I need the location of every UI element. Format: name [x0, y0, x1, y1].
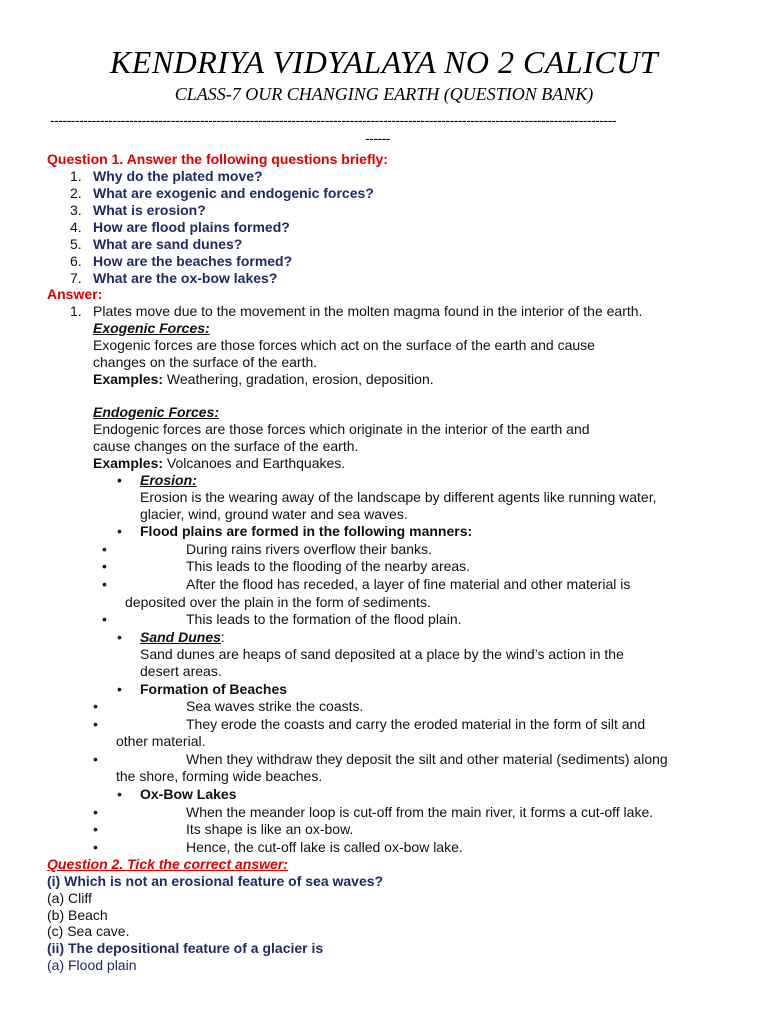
bullet-icon: • [117, 523, 122, 539]
item-number: 4. [70, 219, 82, 235]
erosion-text: glacier, wind, ground water and sea waves. [140, 506, 408, 522]
ox-bow-point: Its shape is like an ox-bow. [186, 821, 354, 837]
bullet-icon: • [102, 611, 107, 627]
erosion-heading: Erosion: [140, 472, 197, 488]
item-number: 7. [70, 270, 82, 286]
bullet-icon: • [93, 821, 98, 837]
dash-rule-tail: ------ [365, 130, 390, 146]
item-number: 2. [70, 185, 82, 201]
beaches-heading: Formation of Beaches [140, 681, 288, 697]
erosion-text: Erosion is the wearing away of the landscape by different agents like running water, [140, 489, 657, 505]
question-1-heading: Question 1. Answer the following questions briefly: [47, 151, 388, 167]
flood-plains-point: During rains rivers overflow their banks. [186, 541, 432, 557]
mcq-option: (a) Cliff [47, 890, 92, 906]
answer-label: Answer: [47, 286, 103, 302]
bullet-icon: • [117, 629, 122, 645]
question-list-text: How are the beaches formed? [93, 253, 293, 269]
bullet-icon: • [117, 681, 122, 697]
ox-bow-heading: Ox-Bow Lakes [140, 786, 237, 802]
mcq-option: (b) Beach [47, 907, 108, 923]
endogenic-examples [93, 455, 345, 472]
exogenic-text: changes on the surface of the earth. [93, 354, 318, 370]
sand-dunes-heading: Sand Dunes [140, 629, 221, 645]
exogenic-heading: Exogenic Forces: [93, 320, 210, 336]
item-number: 5. [70, 236, 82, 252]
bullet-icon: • [102, 576, 107, 592]
beaches-point: When they withdraw they deposit the silt and other material (sediments) along [186, 751, 668, 767]
examples-label: Examples: [93, 455, 164, 471]
examples-label: Examples: [93, 371, 164, 387]
item-number: 6. [70, 253, 82, 269]
question-list-text: What are sand dunes? [93, 236, 243, 252]
exogenic-examples [93, 371, 434, 388]
question-list-item [70, 270, 82, 287]
question-list-item [70, 185, 82, 202]
question-list-text: What are exogenic and endogenic forces? [93, 185, 374, 201]
flood-plains-point: After the flood has receded, a layer of fine material and other material is [186, 576, 631, 592]
flood-plains-point: This leads to the formation of the flood plain. [186, 611, 462, 627]
mcq-question: (ii) The depositional feature of a glacier is [47, 940, 324, 956]
question-list-text: Why do the plated move? [93, 168, 263, 184]
mcq-question: (i) Which is not an erosional feature of sea waves? [47, 873, 384, 889]
question-list-text: What are the ox-bow lakes? [93, 270, 278, 286]
bullet-icon: • [102, 558, 107, 574]
examples-text: Volcanoes and Earthquakes. [163, 455, 346, 471]
beaches-point: Sea waves strike the coasts. [186, 698, 364, 714]
bullet-icon: • [117, 472, 122, 488]
answer-number: 1. [70, 303, 82, 319]
school-title: KENDRIYA VIDYALAYA NO 2 CALICUT [109, 44, 659, 80]
bullet-icon: • [93, 716, 98, 732]
heading-colon: : [220, 629, 225, 645]
ox-bow-point: When the meander loop is cut-off from the main river, it forms a cut-off lake. [186, 804, 654, 820]
beaches-point: They erode the coasts and carry the eroded material in the form of silt and [186, 716, 646, 732]
question-list-text: What is erosion? [93, 202, 206, 218]
bullet-icon: • [117, 786, 122, 802]
item-number: 1. [70, 168, 82, 184]
exogenic-text: Exogenic forces are those forces which act on the surface of the earth and cause [93, 337, 595, 353]
beaches-point: the shore, forming wide beaches. [116, 768, 323, 784]
bullet-icon: • [93, 751, 98, 767]
mcq-option: (a) Flood plain [47, 957, 137, 973]
bullet-icon: • [93, 804, 98, 820]
question-list-text: How are flood plains formed? [93, 219, 290, 235]
bullet-icon: • [93, 839, 98, 855]
question-2-heading: Question 2. Tick the correct answer: [47, 856, 288, 872]
question-list-item [70, 202, 82, 219]
mcq-option: (c) Sea cave. [47, 923, 130, 939]
question-list-item [70, 236, 82, 253]
question-list-item [70, 219, 82, 236]
bullet-icon: • [93, 698, 98, 714]
ox-bow-point: Hence, the cut-off lake is called ox-bow lake. [186, 839, 463, 855]
flood-plains-point: This leads to the flooding of the nearby areas. [186, 558, 471, 574]
document-subtitle: CLASS-7 OUR CHANGING EARTH (QUESTION BANK) [174, 84, 594, 104]
endogenic-heading: Endogenic Forces: [93, 404, 220, 420]
examples-text: Weathering, gradation, erosion, deposition. [163, 371, 434, 387]
flood-plains-heading: Flood plains are formed in the following manners: [140, 523, 473, 539]
sand-dunes-heading-line [140, 629, 225, 646]
dash-rule: ---------------------------------------------------------------------------------------------------------------------------------------- [50, 112, 617, 128]
beaches-point: other material. [116, 733, 206, 749]
sand-dunes-text: Sand dunes are heaps of sand deposited at a place by the wind’s action in the [140, 646, 624, 662]
endogenic-text: cause changes on the surface of the earth. [93, 438, 359, 454]
endogenic-text: Endogenic forces are those forces which originate in the interior of the earth and [93, 421, 590, 437]
flood-plains-point: deposited over the plain in the form of sediments. [125, 594, 431, 610]
question-list-item [70, 168, 82, 185]
answer-1-text: Plates move due to the movement in the molten magma found in the interior of the earth. [93, 303, 643, 319]
item-number: 3. [70, 202, 82, 218]
bullet-icon: • [102, 541, 107, 557]
question-list-item [70, 253, 82, 270]
sand-dunes-text: desert areas. [140, 663, 222, 679]
